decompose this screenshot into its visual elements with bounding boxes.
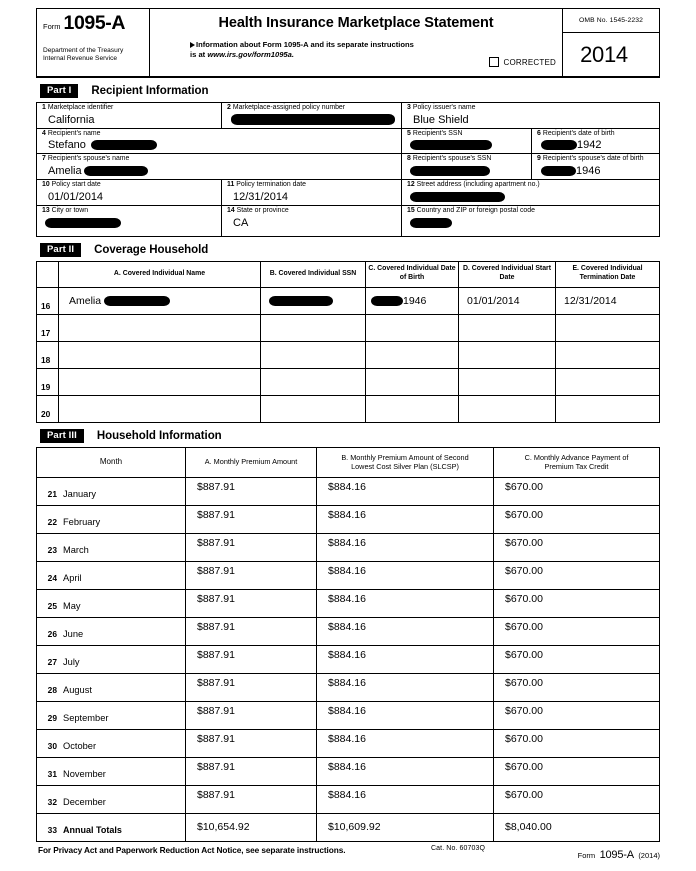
field-3-number: 3 — [407, 104, 411, 111]
field-15-country-zip[interactable] — [401, 206, 659, 236]
field-14-value: CA — [233, 216, 249, 229]
field-7-label — [42, 155, 401, 164]
part3-month-label: February — [63, 516, 101, 527]
part3-row-number: 30 — [47, 740, 57, 751]
part3-row-number: 28 — [47, 684, 57, 695]
part3-advance-payment: $670.00 — [494, 673, 660, 701]
form-footer — [36, 845, 660, 859]
part3-slcsp-amount: $884.16 — [317, 505, 494, 533]
field-4-number: 4 — [42, 129, 46, 137]
part2-row-number: 16 — [37, 287, 59, 314]
part2-covered-start — [459, 314, 556, 341]
field-2-label — [227, 104, 401, 113]
field-9-label-text: Recipient's spouse's date of birth — [542, 155, 644, 163]
table-row[interactable] — [37, 701, 660, 729]
part3-month-cell — [37, 645, 186, 673]
part3-premium-amount: $887.91 — [186, 589, 317, 617]
field-4-label — [42, 130, 401, 139]
part2-col-b-header: B. Covered Individual SSN — [261, 261, 366, 287]
part3-premium-amount: $887.91 — [186, 505, 317, 533]
part3-month-cell — [37, 477, 186, 505]
part2-covered-ssn — [261, 395, 366, 422]
field-14-label — [227, 207, 401, 216]
part3-month-cell — [37, 701, 186, 729]
tax-year: 2014 — [580, 41, 628, 67]
table-row[interactable] — [37, 505, 660, 533]
corrected-checkbox-group[interactable] — [489, 57, 556, 67]
part3-col-b-line2: Lowest Cost Silver Plan (SLCSP) — [351, 462, 459, 472]
part2-row-number: 18 — [37, 341, 59, 368]
part3-row-number: 23 — [47, 544, 57, 555]
field-1-label-text: Marketplace identifier — [47, 104, 114, 111]
part3-month-label: June — [63, 628, 84, 639]
field-14-number: 14 — [227, 206, 235, 214]
arrow-right-icon — [190, 42, 195, 48]
part2-col-c-header: C. Covered Individual Date of Birth — [366, 261, 459, 287]
field-12-label — [407, 181, 659, 190]
part3-month-label: May — [63, 600, 81, 611]
redaction-bar — [269, 296, 333, 306]
form-label: Form — [43, 22, 61, 31]
form-masthead — [36, 8, 660, 78]
part3-slcsp-amount: $884.16 — [317, 617, 494, 645]
field-1-label — [42, 104, 221, 113]
page-title: Health Insurance Marketplace Statement — [218, 15, 494, 31]
part3-col-c-header — [494, 447, 660, 477]
redaction-bar — [541, 166, 576, 176]
part3-month-label: March — [63, 544, 89, 555]
field-15-label-text: Country and ZIP or foreign postal code — [416, 206, 535, 214]
field-14-state-or-province[interactable] — [221, 206, 401, 236]
field-5-label-text: Recipient's SSN — [412, 129, 463, 137]
instructions-line-1: Information about Form 1095-A and its separate instructions — [196, 40, 414, 49]
part3-month-label: January — [63, 488, 97, 499]
part3-totals-label: Annual Totals — [63, 824, 122, 835]
part2-covered-start — [459, 395, 556, 422]
table-row[interactable] — [37, 729, 660, 757]
part2-covered-name — [59, 368, 261, 395]
field-7-value-text: Amelia — [48, 165, 82, 178]
part3-premium-amount: $887.91 — [186, 701, 317, 729]
part3-premium-amount: $887.91 — [186, 533, 317, 561]
field-9-value — [537, 164, 659, 179]
part3-body — [37, 477, 660, 841]
field-7-number: 7 — [42, 155, 46, 163]
part3-month-header: Month — [37, 447, 186, 477]
part3-month-cell — [37, 533, 186, 561]
part2-banner — [40, 243, 660, 257]
part3-col-a-header: A. Monthly Premium Amount — [186, 447, 317, 477]
part1-grid — [36, 102, 660, 237]
table-row[interactable] — [37, 477, 660, 505]
part3-month-cell — [37, 617, 186, 645]
part2-rownum-header — [37, 261, 59, 287]
part2-covered-dob — [366, 368, 459, 395]
part3-advance-payment: $670.00 — [494, 589, 660, 617]
field-9-number: 9 — [537, 155, 541, 163]
part1-row-4 — [37, 180, 659, 206]
part3-advance-payment: $670.00 — [494, 477, 660, 505]
part3-month-label: September — [63, 712, 109, 723]
form-identity-block — [37, 9, 150, 76]
part3-row-number: 33 — [47, 824, 57, 835]
field-5-value — [407, 138, 531, 153]
field-3-value: Blue Shield — [413, 113, 469, 126]
part2-covered-end — [556, 341, 660, 368]
part3-row-number: 21 — [47, 488, 57, 499]
redaction-bar — [231, 114, 395, 125]
part1-row-3 — [37, 154, 659, 180]
part2-covered-name — [59, 287, 261, 314]
part3-slcsp-amount: $884.16 — [317, 533, 494, 561]
part1-banner — [40, 84, 660, 98]
part3-col-b-line1: B. Monthly Premium Amount of Second — [341, 452, 469, 462]
part3-row-number: 27 — [47, 656, 57, 667]
part3-premium-amount: $887.91 — [186, 785, 317, 813]
part1-row-1 — [37, 103, 659, 129]
part3-slcsp-amount: $884.16 — [317, 477, 494, 505]
part3-premium-amount: $887.91 — [186, 673, 317, 701]
table-row[interactable] — [37, 341, 660, 368]
field-11-number: 11 — [227, 181, 235, 189]
part3-row-number: 31 — [47, 768, 57, 779]
redaction-bar — [410, 218, 452, 228]
part3-row-number: 24 — [47, 572, 57, 583]
part3-advance-payment: $670.00 — [494, 505, 660, 533]
field-7-label-text: Recipient's spouse's name — [47, 155, 130, 163]
field-3-policy-issuer-name[interactable] — [401, 103, 659, 128]
field-8-label — [407, 155, 531, 164]
field-13-label — [42, 207, 221, 216]
footer-year: (2014) — [638, 850, 660, 860]
part2-covered-start: 01/01/2014 — [459, 287, 556, 314]
part3-row-number: 32 — [47, 796, 57, 807]
part2-covered-end — [556, 368, 660, 395]
field-4-recipient-name[interactable] — [37, 129, 401, 154]
part1-row-2 — [37, 129, 659, 155]
field-10-value: 01/01/2014 — [48, 190, 104, 203]
part2-covered-ssn — [261, 341, 366, 368]
field-6-label-text: Recipient's date of birth — [542, 129, 615, 137]
field-14-label-text: State or province — [236, 206, 289, 214]
part2-covered-dob — [366, 287, 459, 314]
part3-slcsp-amount: $884.16 — [317, 757, 494, 785]
omb-number: OMB No. 1545-2232 — [563, 9, 659, 33]
part3-total-slcsp: $10,609.92 — [317, 813, 494, 841]
table-row[interactable] — [37, 645, 660, 673]
catalog-number: Cat. No. 60703Q — [431, 844, 486, 852]
part3-total-premium: $10,654.92 — [186, 813, 317, 841]
part3-month-label: April — [63, 572, 82, 583]
field-12-value — [407, 190, 659, 205]
field-2-number: 2 — [227, 104, 231, 111]
redaction-bar — [91, 140, 157, 150]
part3-row-number: 29 — [47, 712, 57, 723]
table-row[interactable] — [37, 287, 660, 314]
field-2-label-text: Marketplace-assigned policy number — [232, 104, 346, 111]
table-row[interactable] — [37, 368, 660, 395]
part2-covered-dob-text: 1946 — [403, 294, 427, 307]
table-row[interactable] — [37, 673, 660, 701]
redaction-bar — [45, 218, 121, 228]
field-13-value — [42, 216, 221, 231]
field-6-value — [537, 138, 659, 153]
part3-month-cell — [37, 505, 186, 533]
field-4-value-text: Stefano — [48, 139, 86, 152]
part2-row-number: 17 — [37, 314, 59, 341]
field-9-value-text: 1946 — [576, 165, 601, 178]
redaction-bar — [104, 296, 170, 306]
part3-premium-amount: $887.91 — [186, 757, 317, 785]
part1-title: Recipient Information — [91, 85, 209, 97]
part3-advance-payment: $670.00 — [494, 729, 660, 757]
part2-tag: Part II — [40, 243, 81, 257]
field-2-value — [227, 113, 401, 128]
field-6-recipient-dob[interactable] — [531, 129, 659, 154]
field-10-policy-start-date[interactable] — [37, 180, 221, 205]
part3-advance-payment: $670.00 — [494, 645, 660, 673]
part2-col-d-header: D. Covered Individual Start Date — [459, 261, 556, 287]
field-13-number: 13 — [42, 206, 50, 214]
part2-col-e-header: E. Covered Individual Termination Date — [556, 261, 660, 287]
field-6-number: 6 — [537, 129, 541, 137]
instructions-url: www.irs.gov/form1095a. — [207, 50, 294, 60]
part3-total-advance: $8,040.00 — [494, 813, 660, 841]
part3-col-b-header — [317, 447, 494, 477]
corrected-label: CORRECTED — [503, 57, 556, 67]
field-6-label — [537, 130, 659, 139]
omb-block — [562, 9, 659, 76]
field-10-label-text: Policy start date — [51, 181, 101, 189]
part3-advance-payment: $670.00 — [494, 785, 660, 813]
footer-form-identity — [578, 845, 660, 863]
form-title-block — [150, 9, 562, 76]
field-1-value: California — [48, 113, 95, 126]
part3-totals-label-cell — [37, 813, 186, 841]
field-7-value — [42, 164, 401, 179]
part3-premium-amount: $887.91 — [186, 477, 317, 505]
part3-premium-amount: $887.91 — [186, 617, 317, 645]
part3-advance-payment: $670.00 — [494, 701, 660, 729]
field-5-label — [407, 130, 531, 139]
department-line-1: Department of the Treasury — [43, 46, 124, 54]
part3-banner — [40, 429, 660, 443]
part2-covered-end: 12/31/2014 — [556, 287, 660, 314]
field-9-label — [537, 155, 659, 164]
table-row[interactable] — [37, 757, 660, 785]
part2-covered-ssn — [261, 287, 366, 314]
instructions-line-2-prefix: is at — [190, 50, 208, 60]
field-12-label-text: Street address (including apartment no.) — [416, 181, 540, 189]
part3-slcsp-amount: $884.16 — [317, 729, 494, 757]
footer-form-number: 1095-A — [599, 848, 634, 861]
part3-premium-amount: $887.91 — [186, 645, 317, 673]
part3-month-cell — [37, 589, 186, 617]
table-row[interactable] — [37, 533, 660, 561]
field-8-value — [407, 164, 531, 179]
field-10-number: 10 — [42, 181, 50, 189]
department-line-2: Internal Revenue Service — [43, 54, 118, 62]
part3-advance-payment: $670.00 — [494, 617, 660, 645]
field-15-label — [407, 207, 659, 216]
redaction-bar — [541, 140, 577, 150]
part2-table — [36, 261, 660, 423]
field-3-label-text: Policy issuer's name — [412, 104, 476, 111]
part3-title: Household Information — [96, 429, 222, 442]
part3-slcsp-amount: $884.16 — [317, 701, 494, 729]
part3-totals-row[interactable] — [37, 813, 660, 841]
field-13-city-or-town[interactable] — [37, 206, 221, 236]
field-5-number: 5 — [407, 129, 411, 137]
department-block — [43, 47, 149, 64]
part3-month-cell — [37, 757, 186, 785]
redaction-bar — [410, 166, 490, 176]
part3-slcsp-amount: $884.16 — [317, 673, 494, 701]
part3-month-label: July — [63, 656, 80, 667]
field-10-label — [42, 181, 221, 190]
table-row[interactable] — [37, 785, 660, 813]
field-7-spouse-name[interactable] — [37, 154, 401, 179]
part3-advance-payment: $670.00 — [494, 561, 660, 589]
field-8-spouse-ssn[interactable] — [401, 154, 531, 179]
redaction-bar — [410, 192, 505, 202]
part3-slcsp-amount: $884.16 — [317, 589, 494, 617]
part3-month-label: October — [63, 740, 97, 751]
part3-month-cell — [37, 729, 186, 757]
field-8-number: 8 — [407, 155, 411, 163]
part3-advance-payment: $670.00 — [494, 757, 660, 785]
field-15-value — [407, 216, 659, 231]
part3-table — [36, 447, 660, 842]
part3-advance-payment: $670.00 — [494, 533, 660, 561]
part3-tag: Part III — [40, 429, 84, 443]
part1-row-5 — [37, 206, 659, 236]
part1-tag: Part I — [40, 84, 78, 98]
part2-covered-dob — [366, 341, 459, 368]
field-8-label-text: Recipient's spouse's SSN — [412, 155, 492, 163]
part3-premium-amount: $887.91 — [186, 729, 317, 757]
part3-col-c-line1: C. Monthly Advance Payment of — [524, 452, 629, 462]
table-row[interactable] — [37, 617, 660, 645]
part2-covered-end — [556, 395, 660, 422]
form-number: 1095-A — [63, 12, 126, 34]
part2-covered-name — [59, 341, 261, 368]
corrected-checkbox[interactable] — [489, 57, 499, 67]
part2-row-number: 19 — [37, 368, 59, 395]
part2-covered-end — [556, 314, 660, 341]
part2-title: Coverage Household — [94, 243, 209, 256]
field-11-label — [227, 181, 401, 190]
part3-slcsp-amount: $884.16 — [317, 785, 494, 813]
part2-row-number: 20 — [37, 395, 59, 422]
privacy-notice: For Privacy Act and Paperwork Reduction Act Notice, see separate instructions. — [38, 844, 346, 855]
part2-col-a-header: A. Covered Individual Name — [59, 261, 261, 287]
table-row[interactable] — [37, 561, 660, 589]
part2-covered-start — [459, 368, 556, 395]
part3-header-row — [37, 447, 660, 477]
part3-slcsp-amount: $884.16 — [317, 645, 494, 673]
field-11-policy-termination-date[interactable] — [221, 180, 401, 205]
footer-form-label: Form — [577, 850, 596, 860]
field-1-marketplace-identifier[interactable] — [37, 103, 221, 128]
part3-premium-amount: $887.91 — [186, 561, 317, 589]
form-sheet — [36, 8, 660, 859]
table-row[interactable] — [37, 314, 660, 341]
part2-covered-ssn — [261, 368, 366, 395]
redaction-bar — [410, 140, 492, 150]
part2-covered-ssn — [261, 314, 366, 341]
part2-covered-dob — [366, 395, 459, 422]
part3-month-cell — [37, 673, 186, 701]
part2-covered-name-text: Amelia — [69, 294, 102, 307]
field-2-policy-number[interactable] — [221, 103, 401, 128]
part3-month-label: November — [63, 768, 106, 779]
part3-row-number: 26 — [47, 628, 57, 639]
field-13-label-text: City or town — [51, 206, 89, 214]
field-6-value-text: 1942 — [577, 139, 602, 152]
field-11-value: 12/31/2014 — [233, 190, 289, 203]
field-4-value — [42, 138, 401, 153]
part3-month-label: December — [63, 796, 106, 807]
part3-slcsp-amount: $884.16 — [317, 561, 494, 589]
part2-covered-dob — [366, 314, 459, 341]
part2-covered-start — [459, 341, 556, 368]
field-15-number: 15 — [407, 206, 415, 214]
field-9-spouse-dob[interactable] — [531, 154, 659, 179]
redaction-bar — [84, 166, 148, 176]
part3-month-label: August — [63, 684, 92, 695]
part2-covered-name — [59, 395, 261, 422]
part3-month-cell — [37, 785, 186, 813]
redaction-bar — [371, 296, 403, 306]
table-row[interactable] — [37, 395, 660, 422]
part3-month-cell — [37, 561, 186, 589]
field-3-label — [407, 104, 659, 113]
part2-covered-name — [59, 314, 261, 341]
field-4-label-text: Recipient's name — [47, 129, 101, 137]
table-row[interactable] — [37, 589, 660, 617]
field-11-label-text: Policy termination date — [236, 181, 307, 189]
field-12-street-address[interactable] — [401, 180, 659, 205]
part2-header-row — [37, 261, 660, 287]
part3-col-c-line2: Premium Tax Credit — [544, 462, 609, 472]
field-5-recipient-ssn[interactable] — [401, 129, 531, 154]
part3-row-number: 25 — [47, 600, 57, 611]
field-12-number: 12 — [407, 181, 415, 189]
part3-row-number: 22 — [47, 516, 57, 527]
field-1-number: 1 — [42, 104, 46, 111]
